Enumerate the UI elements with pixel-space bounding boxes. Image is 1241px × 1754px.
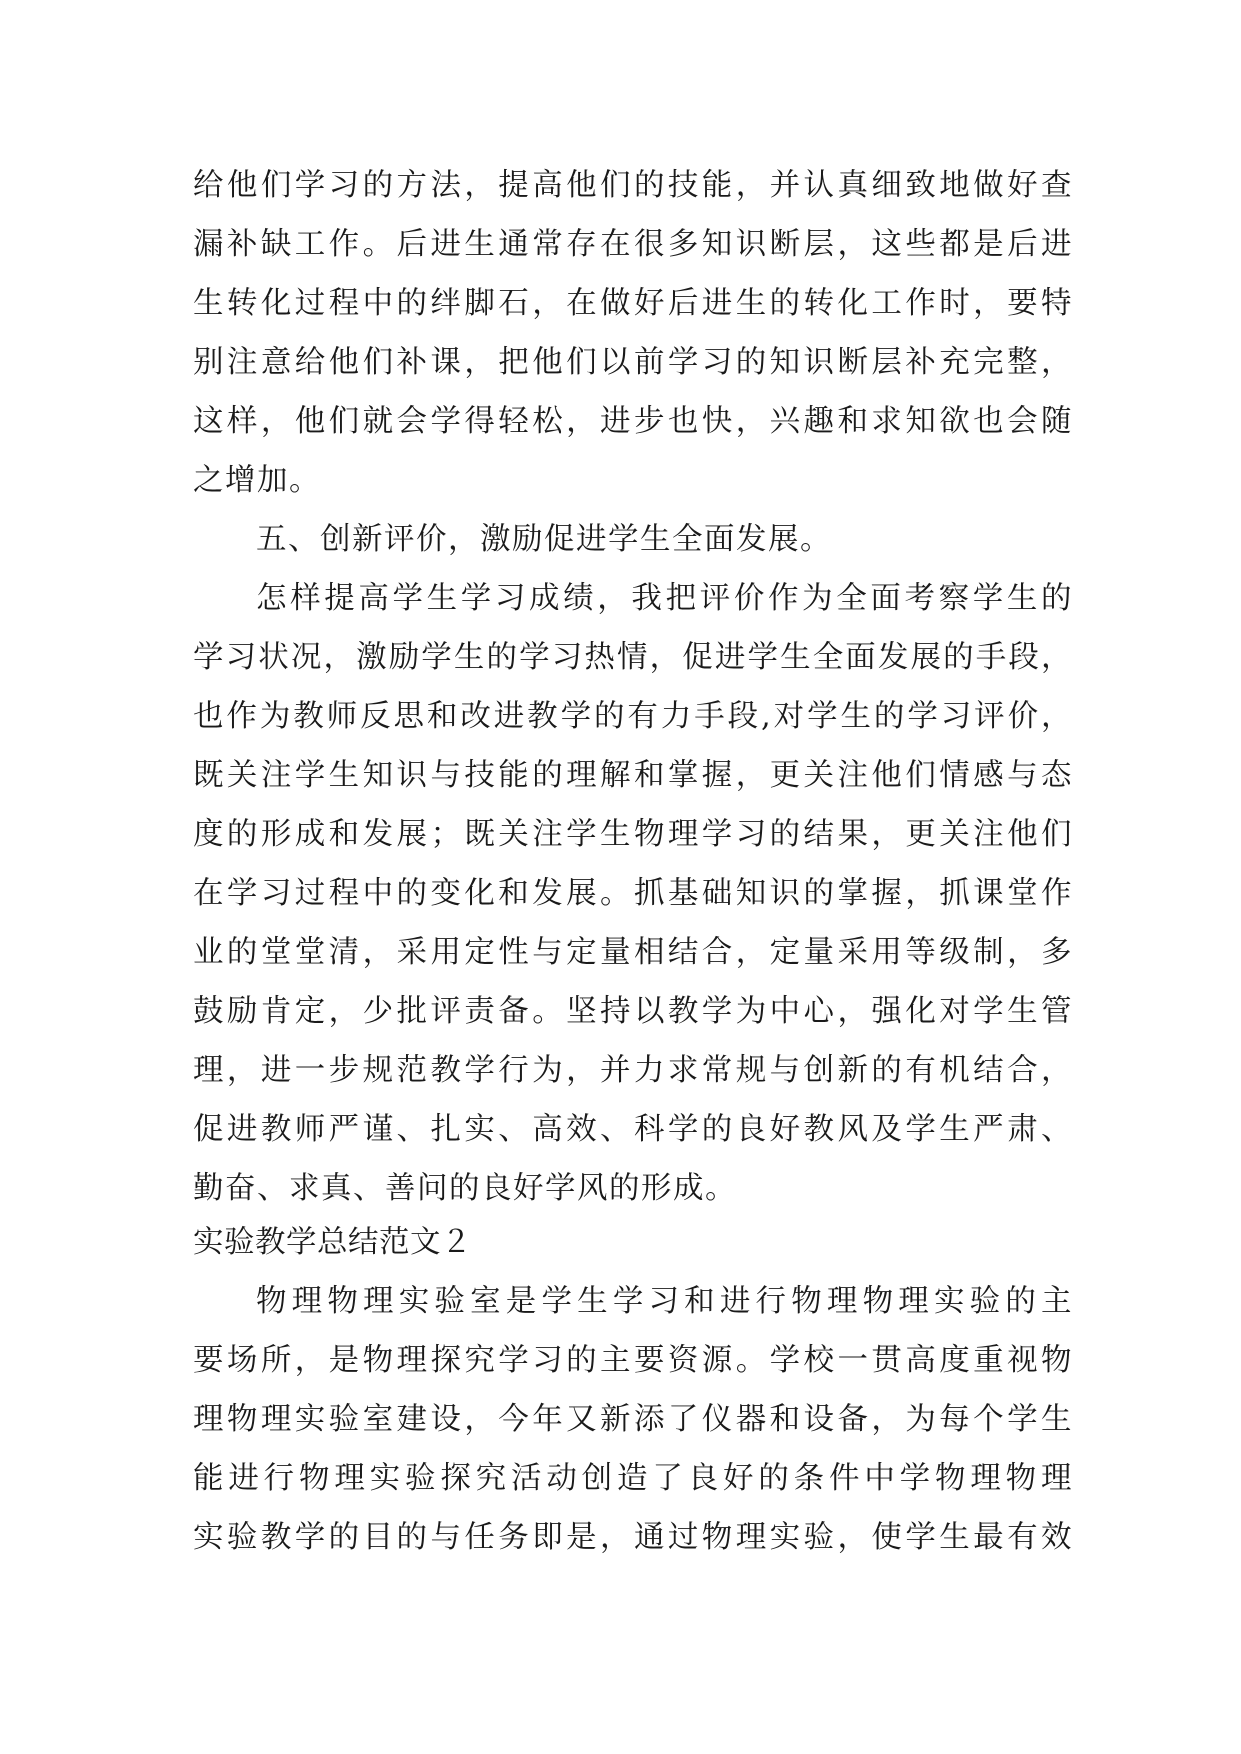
paragraph-line: 实验教学的目的与任务即是，通过物理实验，使学生最有效	[193, 1520, 1073, 1555]
paragraph-line: 这样，他们就会学得轻松，进步也快，兴趣和求知欲也会随	[193, 404, 1073, 439]
paragraph-line: 既关注学生知识与技能的理解和掌握，更关注他们情感与态	[193, 758, 1073, 793]
paragraph-line: 促进教师严谨、扎实、高效、科学的良好教风及学生严肃、	[193, 1112, 1073, 1147]
paragraph-line: 之增加。	[193, 463, 321, 498]
paragraph-line: 别注意给他们补课，把他们以前学习的知识断层补充完整，	[193, 345, 1073, 380]
paragraph-line: 生转化过程中的绊脚石，在做好后进生的转化工作时，要特	[193, 286, 1073, 321]
paragraph-line: 业的堂堂清，采用定性与定量相结合，定量采用等级制，多	[193, 935, 1073, 970]
paragraph-line: 度的形成和发展；既关注学生物理学习的结果，更关注他们	[193, 817, 1073, 852]
section-heading: 五、创新评价，激励促进学生全面发展。	[256, 522, 832, 557]
paragraph-line: 理物理实验室建设，今年又新添了仪器和设备，为每个学生	[193, 1402, 1073, 1437]
paragraph-line: 学习状况，激励学生的学习热情，促进学生全面发展的手段，	[193, 640, 1073, 675]
paragraph-line: 勤奋、求真、善问的良好学风的形成。	[193, 1171, 737, 1206]
paragraph-line: 鼓励肯定，少批评责备。坚持以教学为中心，强化对学生管	[193, 994, 1073, 1029]
paragraph-line: 也作为教师反思和改进教学的有力手段,对学生的学习评价，	[193, 699, 1073, 734]
paragraph-line: 漏补缺工作。后进生通常存在很多知识断层，这些都是后进	[193, 227, 1073, 262]
paragraph-line: 要场所，是物理探究学习的主要资源。学校一贯高度重视物	[193, 1343, 1073, 1378]
paragraph-line: 理，进一步规范教学行为，并力求常规与创新的有机结合，	[193, 1053, 1073, 1088]
paragraph-line: 能进行物理实验探究活动创造了良好的条件中学物理物理	[193, 1461, 1073, 1496]
document-title: 实验教学总结范文２	[193, 1225, 472, 1260]
paragraph-line: 怎样提高学生学习成绩，我把评价作为全面考察学生的	[256, 581, 1073, 616]
paragraph-line: 在学习过程中的变化和发展。抓基础知识的掌握，抓课堂作	[193, 876, 1073, 911]
paragraph-line: 物理物理实验室是学生学习和进行物理物理实验的主	[256, 1284, 1073, 1319]
paragraph-line: 给他们学习的方法，提高他们的技能，并认真细致地做好查	[193, 168, 1073, 203]
